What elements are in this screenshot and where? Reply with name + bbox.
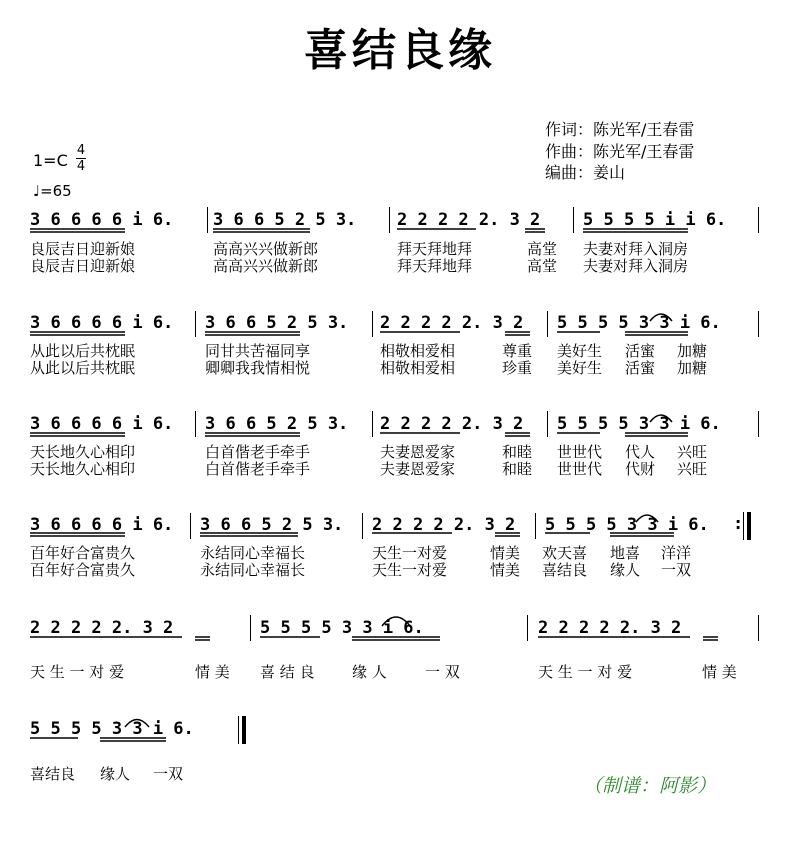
lyric: 相敬相爱相 [380, 342, 456, 360]
lyric: 一双 [661, 561, 692, 579]
lyric: 夫妻对拜入洞房 [583, 257, 689, 275]
notation-measure: 3 6 6 6 6 i 6. [30, 414, 174, 434]
lyric: 代财 [625, 460, 656, 478]
lyric: 美好生 [557, 359, 603, 377]
lyric: 世世代 [557, 460, 603, 478]
lyric: 兴旺 [677, 460, 708, 478]
lyric: 情美 [490, 561, 521, 579]
lyric: 情 美 [195, 663, 230, 681]
lyric: 良辰吉日迎新娘 [30, 240, 136, 258]
lyric: 夫妻恩爱家 [380, 460, 456, 478]
lyric: 喜结良 [542, 561, 588, 579]
lyric: 尊重 [502, 342, 533, 360]
lyricist-credit: 作词：陈光军/王春雷 [545, 120, 695, 139]
notation-measure: 2 2 2 2 2. 3 2 [30, 618, 174, 638]
lyric: 卿卿我我情相悦 [205, 359, 311, 377]
notation-measure: 3 6 6 5 2 5 3. [213, 210, 357, 230]
lyric: 高堂 [527, 240, 558, 258]
notation-measure: 2 2 2 2 2. 3 2 [372, 515, 516, 535]
notation-measure: 3 6 6 5 2 5 3. [200, 515, 344, 535]
notation-measure: 5 5 5 5 3 3 i 6. [557, 414, 721, 434]
notation-measure: 5 5 5 5 3 3 i 6. [260, 618, 424, 638]
composer-credit: 作曲：陈光军/王春雷 [545, 142, 695, 161]
lyric: 夫妻恩爱家 [380, 443, 456, 461]
notation-measure: 5 5 5 5 i i 6. [583, 210, 727, 230]
tempo-marking: ♩=65 [33, 182, 72, 200]
lyric: 相敬相爱相 [380, 359, 456, 377]
lyric: 天长地久心相印 [30, 443, 136, 461]
notation-measure: 2 2 2 2 2. 3 2 [397, 210, 541, 230]
notation-measure: 3 6 6 5 2 5 3. [205, 313, 349, 333]
lyric: 白首偕老手牵手 [205, 443, 311, 461]
lyric: 良辰吉日迎新娘 [30, 257, 136, 275]
lyric: 喜结良 [30, 765, 76, 783]
lyric: 珍重 [502, 359, 533, 377]
lyric: 代人 [625, 443, 656, 461]
lyric: 一双 [153, 765, 184, 783]
notation-measure: 3 6 6 6 6 i 6. [30, 313, 174, 333]
lyric: 天生一对爱 [372, 561, 448, 579]
lyric: 洋洋 [661, 544, 692, 562]
lyric: 情美 [490, 544, 521, 562]
lyric: 缘人 [610, 561, 641, 579]
notation-measure: 5 5 5 5 3 3 i 6. [30, 719, 194, 739]
lyric: 美好生 [557, 342, 603, 360]
notation-measure: 3 6 6 6 6 i 6. [30, 210, 174, 230]
notation-measure: 2 2 2 2 2. 3 2 [538, 618, 682, 638]
lyric: 高高兴兴做新郎 [213, 257, 319, 275]
lyric: 加糖 [677, 359, 708, 377]
lyric: 一 双 [425, 663, 460, 681]
lyric: 缘人 [100, 765, 131, 783]
notation-measure: 2 2 2 2 2. 3 2 [380, 414, 524, 434]
notation-measure: 3 6 6 5 2 5 3. [205, 414, 349, 434]
lyric: 和睦 [502, 460, 533, 478]
lyric: 喜 结 良 [260, 663, 315, 681]
lyric: 天长地久心相印 [30, 460, 136, 478]
notation-measure: 5 5 5 5 3 3 i 6. [545, 515, 709, 535]
lyric: 永结同心幸福长 [200, 561, 306, 579]
lyric: 活蜜 [625, 342, 656, 360]
transcriber-credit: （制谱：阿影） [583, 775, 717, 797]
lyric: 百年好合富贵久 [30, 544, 136, 562]
time-signature-bottom: 4 [76, 159, 86, 174]
lyric: 百年好合富贵久 [30, 561, 136, 579]
page-title: 喜结良缘 [304, 25, 496, 76]
lyric: 缘 人 [352, 663, 387, 681]
time-signature-top: 4 [76, 143, 86, 158]
lyric: 欢天喜 [542, 544, 588, 562]
lyric: 活蜜 [625, 359, 656, 377]
lyric: 加糖 [677, 342, 708, 360]
lyric: 夫妻对拜入洞房 [583, 240, 689, 258]
key-signature: 1=C [33, 151, 68, 170]
lyric: 和睦 [502, 443, 533, 461]
lyric: 拜天拜地拜 [397, 257, 473, 275]
lyric: 高堂 [527, 257, 558, 275]
notation-measure: 3 6 6 6 6 i 6. [30, 515, 174, 535]
lyric: 拜天拜地拜 [397, 240, 473, 258]
arranger-credit: 编曲：姜山 [545, 163, 626, 182]
lyric: 地喜 [610, 544, 641, 562]
notation-measure: 2 2 2 2 2. 3 2 [380, 313, 524, 333]
lyric: 高高兴兴做新郎 [213, 240, 319, 258]
lyric: 天 生 一 对 爱 [538, 663, 633, 681]
lyric: 天生一对爱 [372, 544, 448, 562]
lyric: 世世代 [557, 443, 603, 461]
lyric: 永结同心幸福长 [200, 544, 306, 562]
lyric: 情 美 [702, 663, 737, 681]
lyric: 从此以后共枕眠 [30, 342, 136, 360]
lyric: 兴旺 [677, 443, 708, 461]
lyric: 白首偕老手牵手 [205, 460, 311, 478]
lyric: 天 生 一 对 爱 [30, 663, 125, 681]
notation-measure: 5 5 5 5 3 3 i 6. [557, 313, 721, 333]
lyric: 同甘共苦福同享 [205, 342, 311, 360]
lyric: 从此以后共枕眠 [30, 359, 136, 377]
